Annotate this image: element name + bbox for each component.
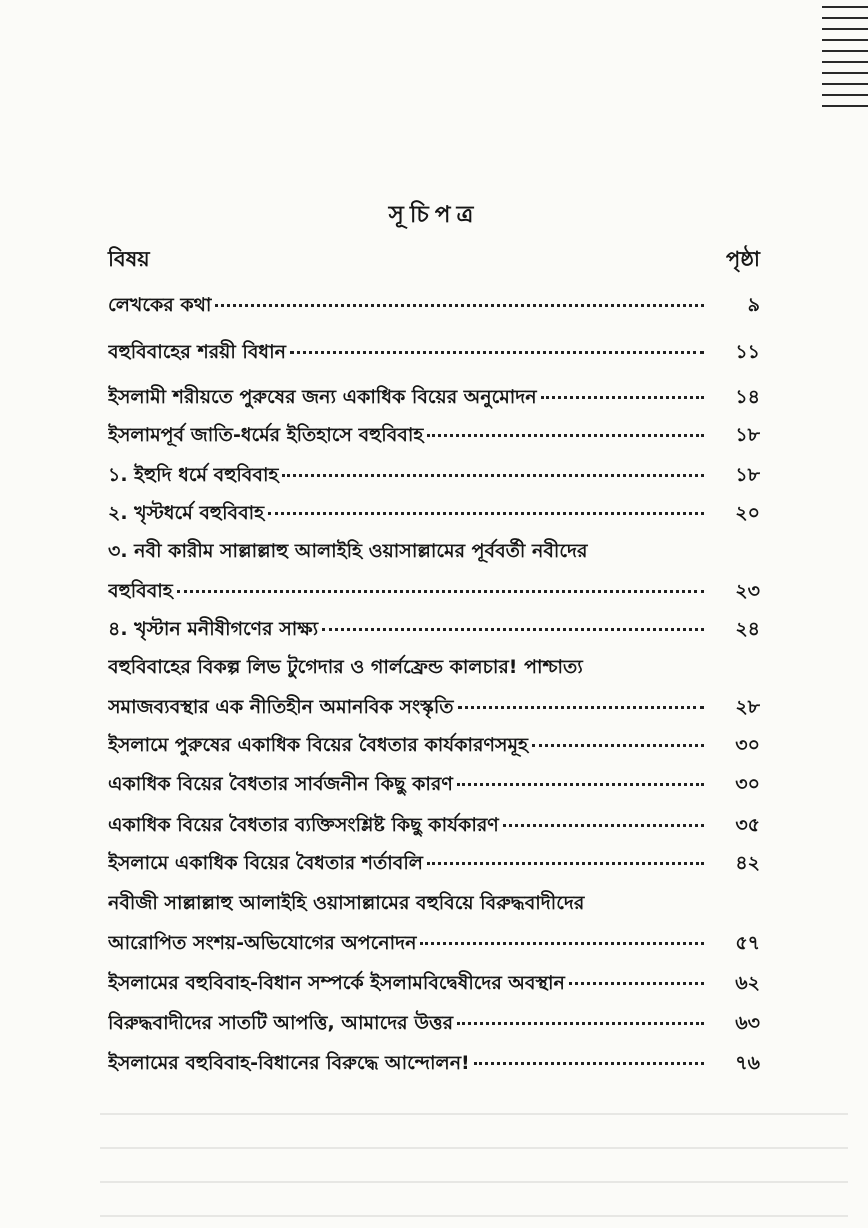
dot-leader bbox=[290, 351, 704, 354]
toc-entry-title: বহুবিবাহ bbox=[108, 580, 173, 602]
toc-page-number: ৪২ bbox=[735, 852, 760, 874]
show-through-text bbox=[100, 1095, 848, 1225]
toc-page-number: ১৪ bbox=[735, 386, 760, 408]
toc-entry-title: বহুবিবাহের শরয়ী বিধান bbox=[108, 341, 286, 363]
toc-page-number: ৭৬ bbox=[735, 1052, 760, 1074]
toc-entry-title: একাধিক বিয়ের বৈধতার ব্যক্তিসংশ্লিষ্ট কিছু কার্যকারণ bbox=[108, 814, 499, 836]
toc-page-number: ৩০ bbox=[735, 773, 760, 795]
toc-entry-title: ইসলামের বহুবিবাহ-বিধান সম্পর্কে ইসলামবিদ্বেষীদের অবস্থান bbox=[108, 972, 565, 994]
toc-page-number: ২৪ bbox=[735, 618, 760, 640]
toc-entry-title: ইসলামে একাধিক বিয়ের বৈধতার শর্তাবলি bbox=[108, 852, 423, 874]
dot-leader bbox=[457, 783, 704, 786]
dot-leader bbox=[282, 474, 704, 477]
toc-entry bbox=[108, 1010, 760, 1036]
toc-entry-title: ১. ইহুদি ধর্মে বহুবিবাহ bbox=[108, 464, 279, 486]
dot-leader bbox=[457, 1022, 704, 1025]
dot-leader bbox=[215, 304, 704, 307]
toc-entry-title: একাধিক বিয়ের বৈধতার সার্বজনীন কিছু কারণ bbox=[108, 773, 453, 795]
subject-column-header: বিষয় bbox=[108, 247, 150, 271]
dot-leader bbox=[569, 982, 704, 985]
toc-entry-title: সমাজব্যবস্থার এক নীতিহীন অমানবিক সংস্কৃতি bbox=[108, 696, 454, 718]
dot-leader bbox=[427, 862, 704, 865]
page-title: সূচিপত্র bbox=[388, 202, 480, 228]
toc-page-number: ১৮ bbox=[735, 464, 760, 486]
dot-leader bbox=[532, 744, 704, 747]
toc-page-number: ১৮ bbox=[735, 424, 760, 446]
toc-entry bbox=[108, 890, 760, 956]
toc-entry-title: নবীজী সাল্লাল্লাহু আলাইহি ওয়াসাল্লামের বহুবিয়ে বিরুদ্ধবাদীদের bbox=[108, 892, 585, 914]
toc-entry-title: আরোপিত সংশয়-অভিযোগের অপনোদন bbox=[108, 932, 417, 954]
dot-leader bbox=[503, 824, 704, 827]
toc-entry bbox=[108, 500, 760, 526]
toc-page-number: ২৩ bbox=[735, 580, 760, 602]
toc-entry-title: ইসলামী শরীয়তে পুরুষের জন্য একাধিক বিয়ের অনুমোদন bbox=[108, 386, 537, 408]
dot-leader bbox=[474, 1062, 704, 1065]
dot-leader bbox=[427, 434, 704, 437]
toc-entry bbox=[108, 654, 760, 720]
toc-entry bbox=[108, 384, 760, 410]
toc-entry bbox=[108, 422, 760, 448]
toc-entry-title: ইসলামপূর্ব জাতি-ধর্মের ইতিহাসে বহুবিবাহ bbox=[108, 424, 424, 446]
page-column-header: পৃষ্ঠা bbox=[725, 247, 760, 271]
dot-leader bbox=[268, 512, 704, 515]
toc-entry-title: ইসলামে পুরুষের একাধিক বিয়ের বৈধতার কার্যকারণসমূহ bbox=[108, 734, 529, 756]
toc-entry-title: ইসলামের বহুবিবাহ-বিধানের বিরুদ্ধে আন্দোলন! bbox=[108, 1052, 470, 1074]
toc-entry-title: ২. খৃস্টধর্মে বহুবিবাহ bbox=[108, 502, 265, 524]
toc-page-number: ৬৩ bbox=[735, 1012, 760, 1034]
dot-leader bbox=[420, 942, 704, 945]
dot-leader bbox=[177, 590, 704, 593]
toc-entry bbox=[108, 339, 760, 365]
toc-page-number: ৫৭ bbox=[735, 932, 760, 954]
toc-entry bbox=[108, 732, 760, 758]
toc-entry bbox=[108, 292, 760, 318]
toc-entry bbox=[108, 1050, 760, 1076]
toc-entry bbox=[108, 812, 760, 838]
toc-page-number: ২৮ bbox=[735, 696, 760, 718]
page-edge-lines bbox=[822, 6, 868, 116]
toc-entry-title: ৩. নবী কারীম সাল্লাল্লাহু আলাইহি ওয়াসাল্লামের পূর্ববর্তী নবীদের bbox=[108, 540, 588, 562]
toc-entry-title: বিরুদ্ধবাদীদের সাতটি আপত্তি, আমাদের উত্তর bbox=[108, 1012, 454, 1034]
toc-page-number: ৯ bbox=[747, 294, 760, 316]
dot-leader bbox=[541, 396, 704, 399]
toc-page-number: ৬২ bbox=[735, 972, 760, 994]
toc-page-number: ১১ bbox=[735, 341, 760, 363]
toc-entry bbox=[108, 462, 760, 488]
dot-leader bbox=[458, 706, 704, 709]
toc-entry bbox=[108, 970, 760, 996]
toc-entry-title: লেখকের কথা bbox=[108, 294, 212, 316]
toc-entry-title: ৪. খৃস্টান মনীষীগণের সাক্ষ্য bbox=[108, 618, 319, 640]
toc-page-number: ২০ bbox=[735, 502, 760, 524]
dot-leader bbox=[322, 628, 704, 631]
toc-entry bbox=[108, 771, 760, 797]
toc-page-number: ৩৫ bbox=[735, 814, 760, 836]
toc-entry-title: বহুবিবাহের বিকল্প লিভ টুগেদার ও গার্লফ্রেন্ড কালচার! পাশ্চাত্য bbox=[108, 656, 583, 678]
toc-entry bbox=[108, 850, 760, 876]
toc-page-number: ৩০ bbox=[735, 734, 760, 756]
toc-entry bbox=[108, 538, 760, 604]
toc-entry bbox=[108, 616, 760, 642]
